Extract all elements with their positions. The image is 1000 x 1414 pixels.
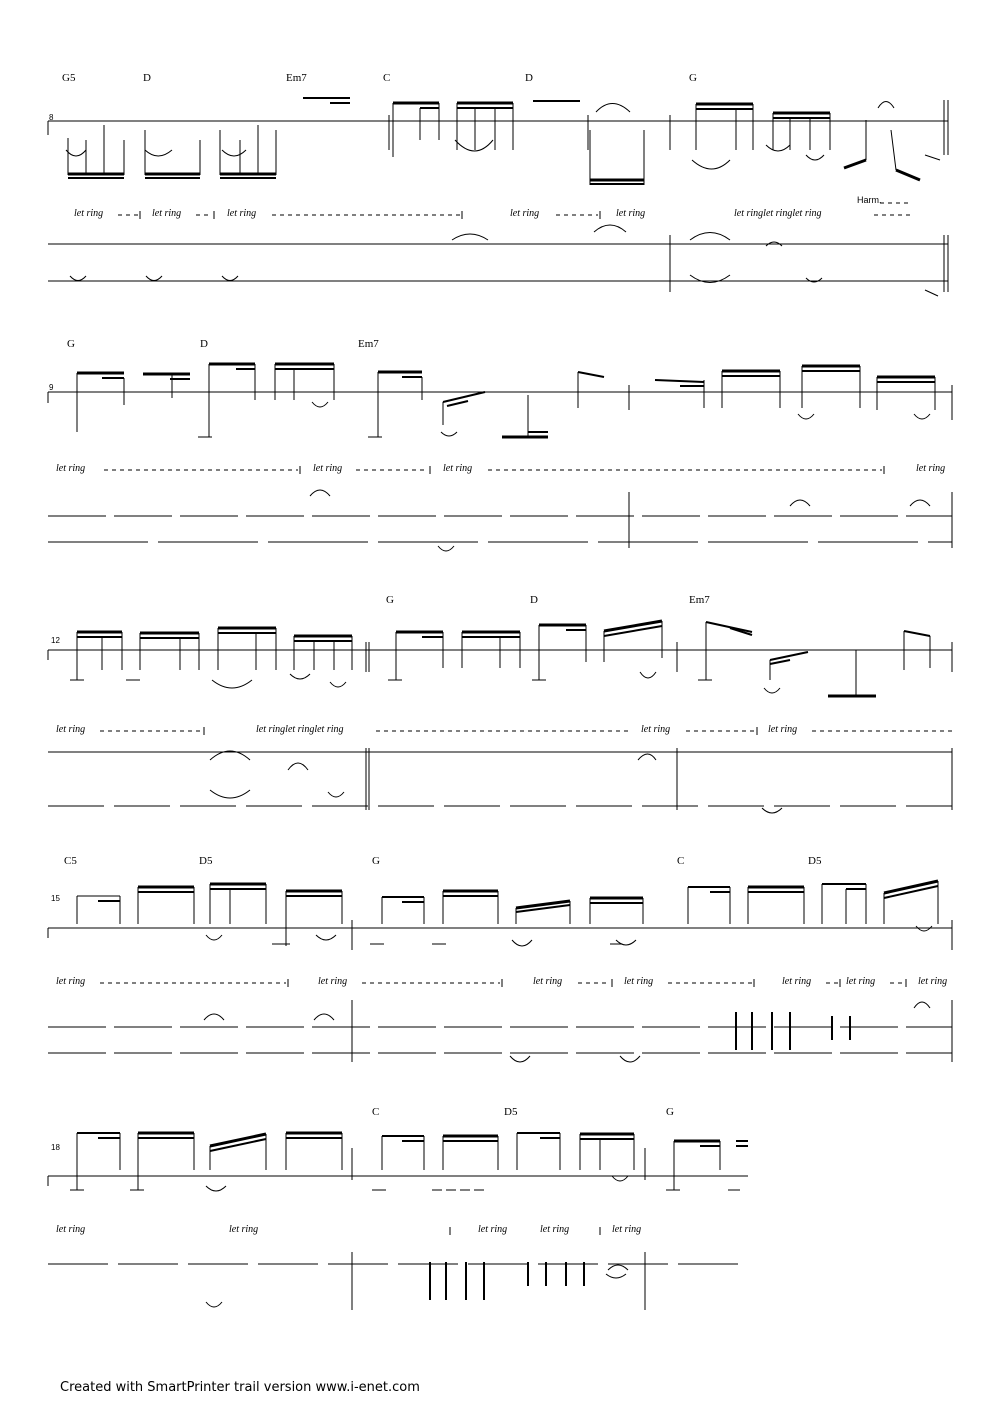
let-ring-marking: let ring	[56, 976, 86, 987]
system-5-tab	[48, 1252, 748, 1310]
system-3-tab	[48, 748, 952, 813]
measure-number: 8	[49, 113, 54, 122]
let-ring-marking: let ring	[616, 208, 646, 219]
let-ring-marking: let ring	[56, 463, 86, 474]
let-ring-marking: let ring	[229, 1224, 259, 1235]
measure-number: 9	[49, 383, 54, 392]
let-ring-marking: let ring	[152, 208, 182, 219]
let-ring-marking: let ring	[641, 724, 671, 735]
let-ring-marking: let ring	[74, 208, 104, 219]
let-ring-marking: let ring	[768, 724, 798, 735]
system-2-tab	[48, 490, 952, 551]
let-ring-marking: let ring	[443, 463, 473, 474]
chord-label: C	[677, 855, 685, 867]
let-ring-marking: let ring	[624, 976, 654, 987]
let-ring-marking: let ring	[227, 208, 257, 219]
harmonic-marking: Harm.	[857, 195, 882, 205]
measure-number: 18	[51, 1143, 60, 1152]
let-ring-dashes	[0, 968, 1000, 998]
chord-label: D	[530, 594, 538, 606]
let-ring-dashes	[0, 716, 1000, 746]
chord-label: D5	[808, 855, 822, 867]
let-ring-dashes	[0, 455, 1000, 485]
let-ring-dashes	[0, 0, 1000, 260]
chord-label: D	[525, 72, 533, 84]
let-ring-dashes	[0, 1216, 1000, 1246]
system-3-staff	[48, 621, 952, 696]
let-ring-marking: let ring	[846, 976, 876, 987]
chord-label: C5	[64, 855, 77, 867]
measure-number: 15	[51, 894, 60, 903]
system-4-tab	[48, 1000, 952, 1062]
chord-label: D5	[199, 855, 213, 867]
let-ring-marking: let ringlet ringlet ring	[256, 724, 344, 735]
chord-label: D	[143, 72, 151, 84]
let-ring-marking: let ring	[510, 208, 540, 219]
system-5-staff	[48, 1133, 748, 1191]
let-ring-marking: let ring	[612, 1224, 642, 1235]
watermark-footer: Created with SmartPrinter trail version www.i-enet.com	[60, 1380, 420, 1395]
chord-label: Em7	[358, 338, 379, 350]
chord-label: D	[200, 338, 208, 350]
chord-label: G	[666, 1106, 674, 1118]
chord-label: G	[67, 338, 75, 350]
chord-label: G	[372, 855, 380, 867]
let-ring-marking: let ring	[916, 463, 946, 474]
chord-label: G5	[62, 72, 76, 84]
let-ring-marking: let ring	[918, 976, 948, 987]
let-ring-marking: let ring	[313, 463, 343, 474]
let-ring-marking: let ring	[540, 1224, 570, 1235]
let-ring-marking: let ring	[56, 724, 86, 735]
measure-number: 12	[51, 636, 60, 645]
let-ring-marking: let ring	[782, 976, 812, 987]
let-ring-marking: let ring	[533, 976, 563, 987]
let-ring-marking: let ringlet ringlet ring	[734, 208, 822, 219]
chord-label: Em7	[286, 72, 307, 84]
chord-label: C	[383, 72, 391, 84]
let-ring-marking: let ring	[56, 1224, 86, 1235]
chord-label: C	[372, 1106, 380, 1118]
let-ring-marking: let ring	[478, 1224, 508, 1235]
let-ring-marking: let ring	[318, 976, 348, 987]
chord-label: G	[386, 594, 394, 606]
chord-label: G	[689, 72, 697, 84]
system-4-staff	[48, 881, 952, 950]
chord-label: D5	[504, 1106, 518, 1118]
chord-label: Em7	[689, 594, 710, 606]
system-2-staff	[48, 364, 952, 437]
